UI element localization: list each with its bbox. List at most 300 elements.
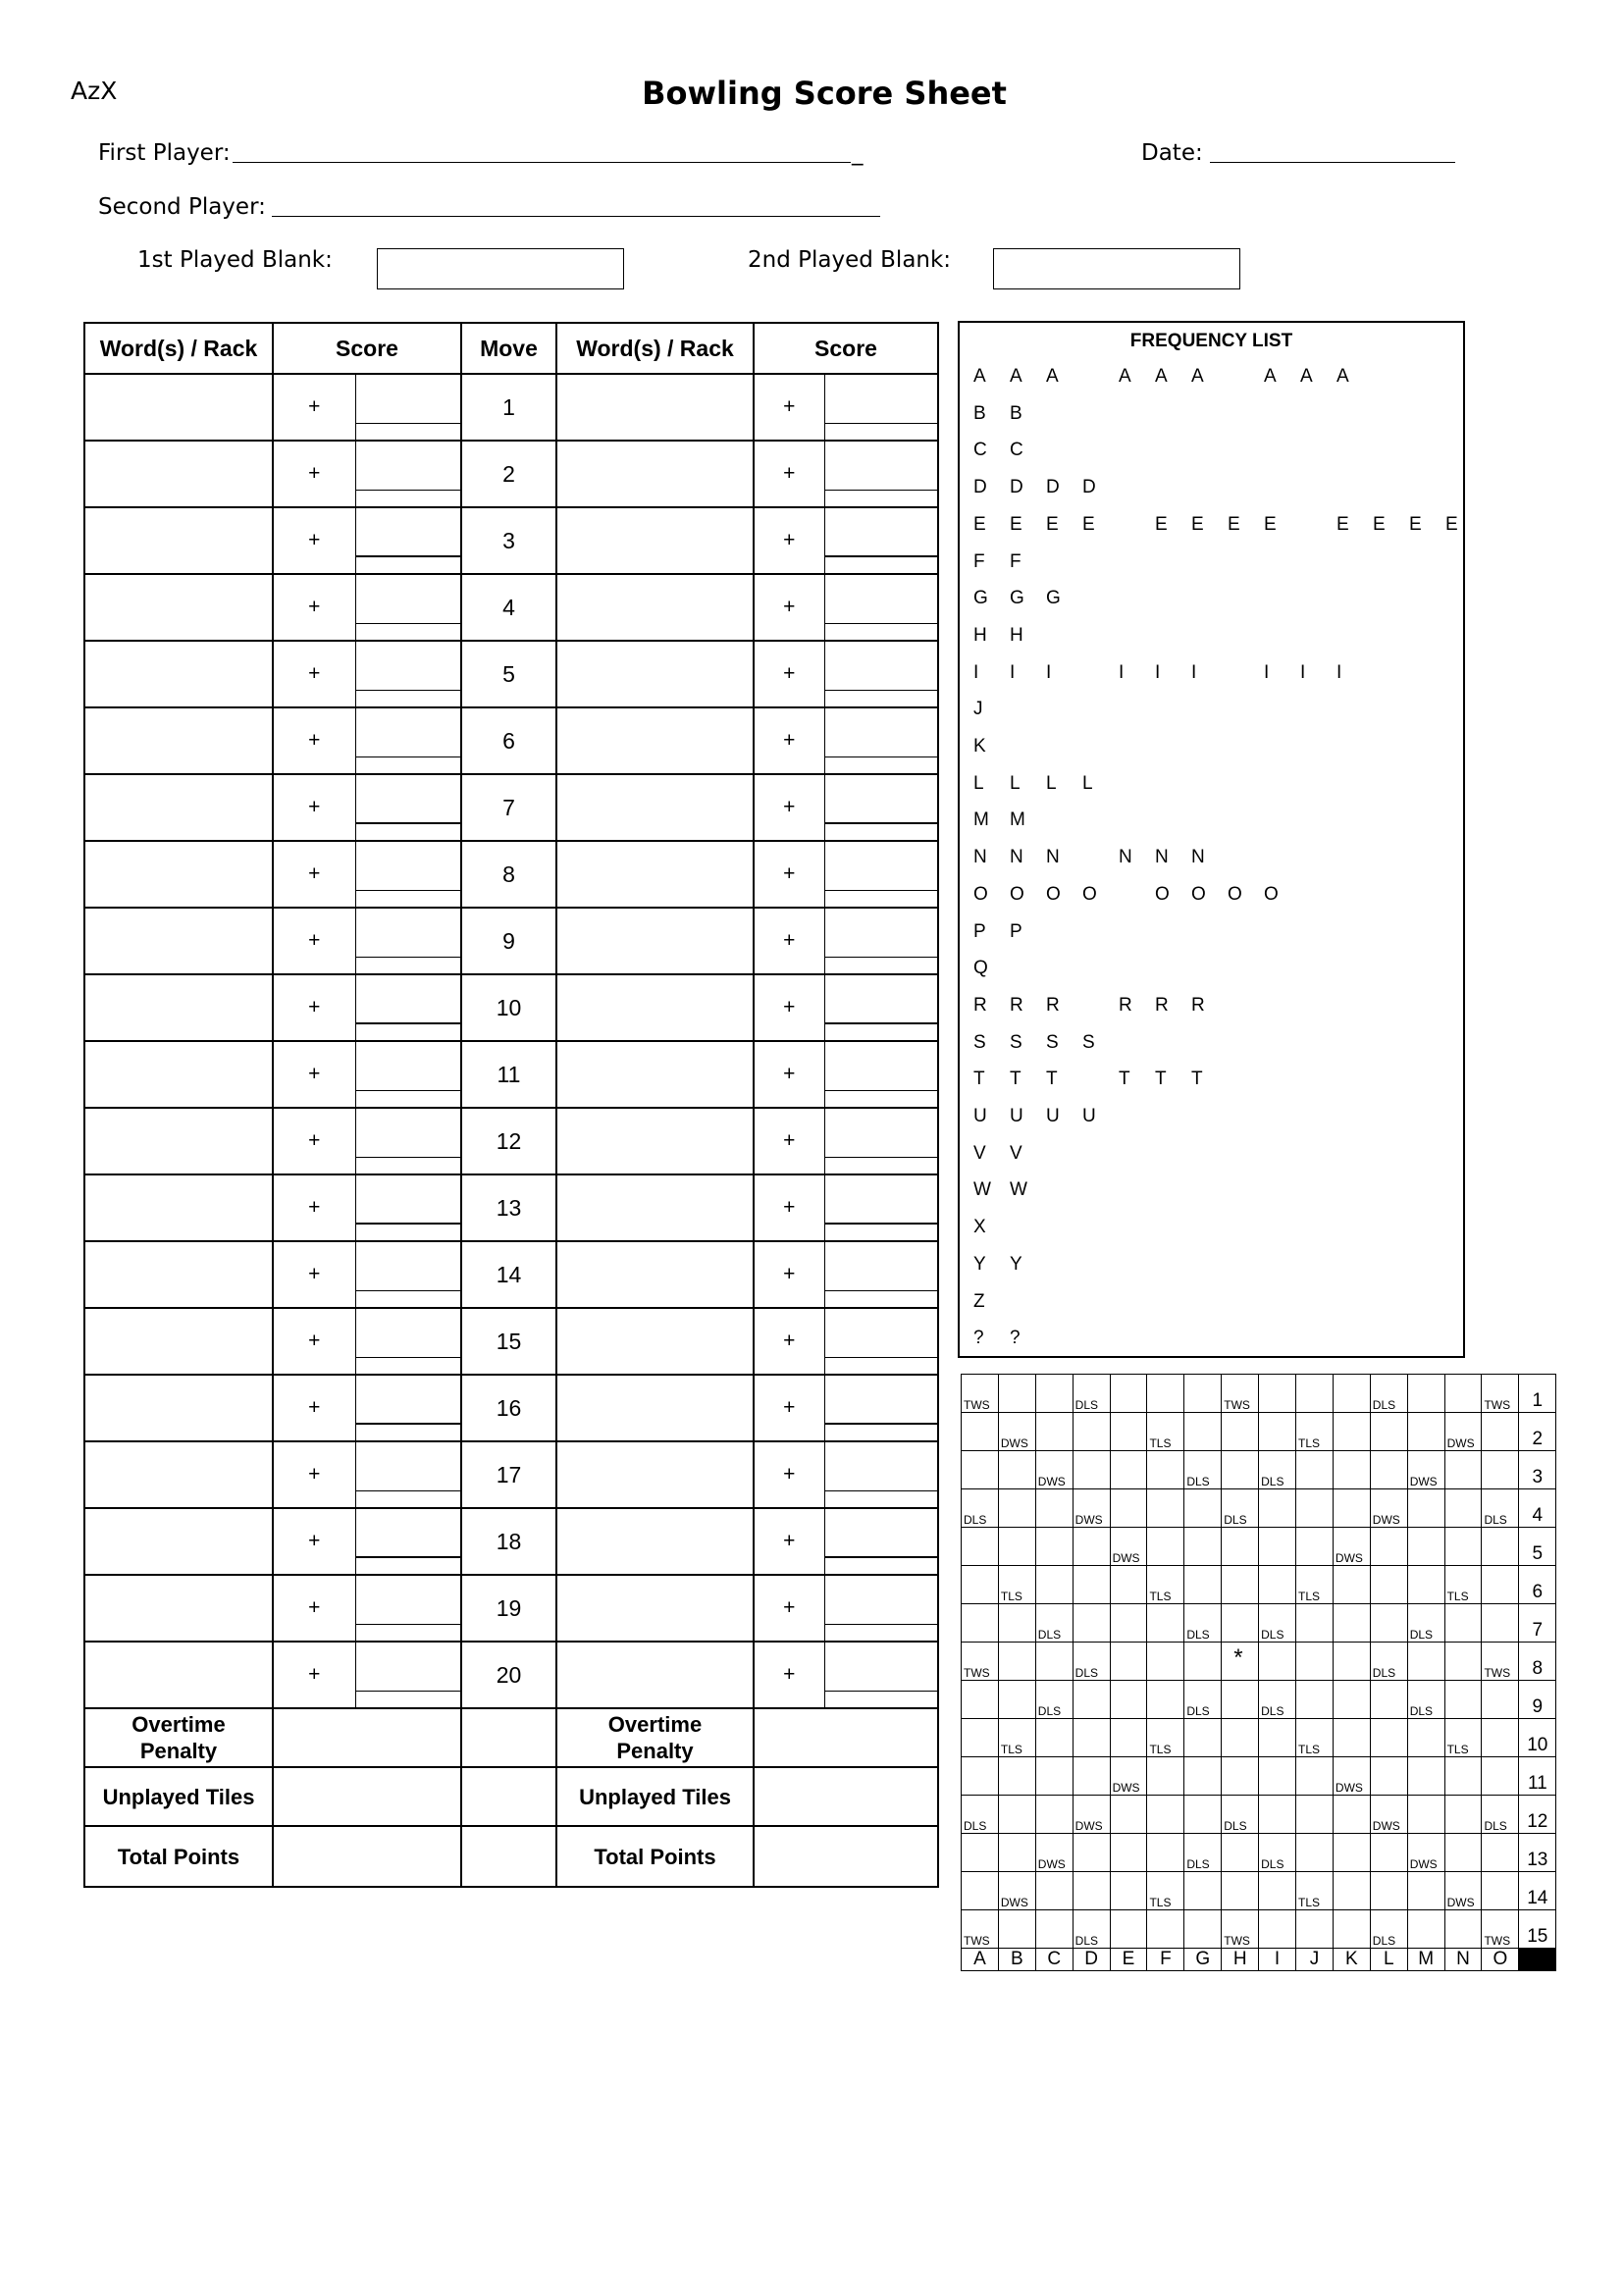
board-square[interactable] [1296,1796,1334,1834]
score-cell-2[interactable] [824,908,938,974]
board-square[interactable] [962,1528,999,1566]
board-square[interactable] [1333,1489,1370,1528]
board-square[interactable] [1296,1834,1334,1872]
board-square[interactable] [1184,1489,1222,1528]
board-square[interactable] [1333,1375,1370,1413]
words-cell-2[interactable] [556,908,754,974]
words-cell-2[interactable] [556,574,754,641]
words-cell-2[interactable] [556,507,754,574]
board-square[interactable] [1407,1643,1444,1681]
board-square[interactable] [1407,1719,1444,1757]
score-subtotal-1[interactable] [356,458,461,491]
score-cell-1[interactable] [355,574,461,641]
board-square[interactable] [998,1604,1035,1643]
board-square[interactable] [1296,1872,1334,1910]
board-square[interactable] [1444,1566,1482,1604]
board-square[interactable] [1073,1528,1110,1566]
board-square[interactable] [1370,1643,1407,1681]
board-square[interactable] [1110,1413,1147,1451]
board-square[interactable] [1370,1489,1407,1528]
score-cell-1[interactable] [355,1108,461,1174]
board-square[interactable] [1482,1643,1519,1681]
board-square[interactable] [1370,1796,1407,1834]
words-cell-2[interactable] [556,1308,754,1375]
score-cell-1[interactable] [355,507,461,574]
board-square[interactable] [1147,1872,1184,1910]
board-square[interactable] [1482,1719,1519,1757]
board-square[interactable] [1073,1375,1110,1413]
words-cell-1[interactable] [84,1108,273,1174]
score-subtotal-2[interactable] [825,1191,938,1225]
board-square[interactable] [1110,1719,1147,1757]
words-cell-1[interactable] [84,1375,273,1441]
words-cell-2[interactable] [556,1108,754,1174]
board-square[interactable] [1259,1796,1296,1834]
board-square[interactable] [1482,1604,1519,1643]
board-square[interactable] [998,1681,1035,1719]
board-square[interactable] [1296,1451,1334,1489]
board-square[interactable] [1444,1796,1482,1834]
score-cell-2[interactable] [824,574,938,641]
score-cell-1[interactable] [355,1241,461,1308]
board-square[interactable] [1035,1719,1073,1757]
board-square[interactable] [962,1872,999,1910]
board-square[interactable] [1296,1566,1334,1604]
board-square[interactable] [1407,1413,1444,1451]
board-square[interactable] [1296,1413,1334,1451]
board-square[interactable] [1259,1910,1296,1949]
words-cell-1[interactable] [84,374,273,441]
board-square[interactable] [1444,1489,1482,1528]
board-square[interactable] [1259,1604,1296,1643]
words-cell-2[interactable] [556,1441,754,1508]
board-square[interactable] [1482,1910,1519,1949]
date-field[interactable] [1210,162,1455,163]
board-square[interactable] [1222,1375,1259,1413]
board-square[interactable] [1184,1528,1222,1566]
words-cell-1[interactable] [84,441,273,507]
board-square[interactable] [1482,1528,1519,1566]
board-square[interactable] [1296,1719,1334,1757]
board-square[interactable] [1073,1681,1110,1719]
board-square[interactable] [1444,1719,1482,1757]
board-square[interactable] [1184,1910,1222,1949]
board-square[interactable] [1147,1757,1184,1796]
board-square[interactable] [1333,1796,1370,1834]
words-cell-2[interactable] [556,1642,754,1708]
board-square[interactable] [1482,1451,1519,1489]
board-square[interactable] [998,1910,1035,1949]
score-subtotal-2[interactable] [825,1525,938,1558]
board-square[interactable] [1407,1566,1444,1604]
board-square[interactable] [1110,1757,1147,1796]
board-square[interactable] [1333,1834,1370,1872]
board-square[interactable] [1110,1604,1147,1643]
words-cell-1[interactable] [84,1508,273,1575]
board-square[interactable] [1259,1451,1296,1489]
words-cell-1[interactable] [84,774,273,841]
board-square[interactable] [1407,1375,1444,1413]
score-cell-2[interactable] [824,1308,938,1375]
score-cell-2[interactable] [824,707,938,774]
score-cell-1[interactable] [355,1642,461,1708]
board-square[interactable] [1333,1451,1370,1489]
board-square[interactable] [962,1604,999,1643]
score-cell-2[interactable] [824,1174,938,1241]
board-square[interactable] [1110,1528,1147,1566]
board-square[interactable] [1333,1643,1370,1681]
board-square[interactable] [1222,1796,1259,1834]
board-square[interactable] [1333,1566,1370,1604]
board-square[interactable] [1073,1872,1110,1910]
score-subtotal-2[interactable] [825,791,938,824]
score-subtotal-1[interactable] [356,1059,461,1091]
board-square[interactable] [1333,1604,1370,1643]
board-square[interactable] [1147,1681,1184,1719]
board-square[interactable] [1370,1834,1407,1872]
score-subtotal-1[interactable] [356,1459,461,1491]
words-cell-1[interactable] [84,1441,273,1508]
board-square[interactable] [1035,1910,1073,1949]
total-value-1[interactable] [273,1826,461,1887]
board-square[interactable] [1147,1413,1184,1451]
board-square[interactable] [1370,1413,1407,1451]
board-square[interactable] [1370,1757,1407,1796]
board-square[interactable] [1333,1528,1370,1566]
score-subtotal-2[interactable] [825,1391,938,1425]
board-square[interactable] [1147,1566,1184,1604]
board-square[interactable] [1222,1872,1259,1910]
score-cell-1[interactable] [355,641,461,707]
board-square[interactable] [1035,1681,1073,1719]
words-cell-2[interactable] [556,441,754,507]
board-square[interactable] [1147,1834,1184,1872]
words-cell-2[interactable] [556,707,754,774]
score-subtotal-1[interactable] [356,1259,461,1291]
score-subtotal-1[interactable] [356,592,461,624]
board-square[interactable] [1184,1681,1222,1719]
words-cell-2[interactable] [556,1508,754,1575]
board-square[interactable] [1147,1489,1184,1528]
score-subtotal-2[interactable] [825,1125,938,1158]
board-square[interactable] [1110,1375,1147,1413]
score-subtotal-1[interactable] [356,991,461,1024]
score-cell-2[interactable] [824,974,938,1041]
board-square[interactable] [962,1489,999,1528]
board-square[interactable] [1259,1872,1296,1910]
board-square[interactable] [1444,1910,1482,1949]
board-square[interactable] [1333,1719,1370,1757]
score-subtotal-2[interactable] [825,1059,938,1091]
board-square[interactable] [1035,1489,1073,1528]
board-square[interactable] [1482,1375,1519,1413]
board-square[interactable] [1110,1566,1147,1604]
second-player-field[interactable] [272,216,880,217]
board-square[interactable] [1073,1757,1110,1796]
score-cell-2[interactable] [824,1375,938,1441]
board-square[interactable] [1407,1910,1444,1949]
board-square[interactable] [1296,1757,1334,1796]
score-subtotal-1[interactable] [356,658,461,691]
overtime-value-2[interactable] [754,1708,938,1767]
score-subtotal-1[interactable] [356,1191,461,1225]
board-square[interactable] [998,1872,1035,1910]
score-cell-1[interactable] [355,1041,461,1108]
board-square[interactable] [1444,1604,1482,1643]
board-square[interactable] [962,1719,999,1757]
board-square[interactable] [1073,1643,1110,1681]
board-square[interactable] [1147,1451,1184,1489]
words-cell-2[interactable] [556,974,754,1041]
board-square[interactable] [1035,1413,1073,1451]
board-square[interactable] [1035,1796,1073,1834]
board-square[interactable] [998,1413,1035,1451]
board-square[interactable] [1333,1413,1370,1451]
board-square[interactable] [1110,1489,1147,1528]
score-subtotal-2[interactable] [825,991,938,1024]
score-cell-1[interactable] [355,1575,461,1642]
board-square[interactable] [1222,1489,1259,1528]
score-subtotal-2[interactable] [825,1459,938,1491]
unplayed-value-2[interactable] [754,1767,938,1826]
score-subtotal-2[interactable] [825,1659,938,1692]
board-square[interactable] [1035,1375,1073,1413]
board-square[interactable] [1370,1872,1407,1910]
board-square[interactable] [1259,1566,1296,1604]
board-square[interactable] [1222,1643,1259,1681]
words-cell-1[interactable] [84,841,273,908]
score-subtotal-2[interactable] [825,458,938,491]
board-square[interactable] [1333,1872,1370,1910]
board-square[interactable] [1444,1528,1482,1566]
words-cell-2[interactable] [556,1041,754,1108]
board-square[interactable] [962,1834,999,1872]
board-square[interactable] [1296,1910,1334,1949]
board-square[interactable] [1259,1681,1296,1719]
words-cell-1[interactable] [84,1575,273,1642]
board-square[interactable] [1333,1757,1370,1796]
board-square[interactable] [1184,1757,1222,1796]
board-square[interactable] [1259,1489,1296,1528]
board-square[interactable] [1333,1681,1370,1719]
score-subtotal-2[interactable] [825,592,938,624]
first-blank-box[interactable] [377,248,624,289]
board-square[interactable] [962,1910,999,1949]
score-cell-2[interactable] [824,641,938,707]
board-square[interactable] [1482,1566,1519,1604]
board-square[interactable] [1035,1528,1073,1566]
board-square[interactable] [1444,1834,1482,1872]
board-square[interactable] [1035,1757,1073,1796]
score-subtotal-2[interactable] [825,925,938,958]
board-square[interactable] [1110,1451,1147,1489]
board-square[interactable] [1035,1872,1073,1910]
board-square[interactable] [1147,1910,1184,1949]
words-cell-1[interactable] [84,1308,273,1375]
board-square[interactable] [1222,1681,1259,1719]
board-square[interactable] [1370,1910,1407,1949]
board-square[interactable] [1073,1910,1110,1949]
board-square[interactable] [1259,1643,1296,1681]
words-cell-1[interactable] [84,707,273,774]
board-square[interactable] [1407,1796,1444,1834]
board-square[interactable] [962,1375,999,1413]
board-square[interactable] [1259,1757,1296,1796]
board-square[interactable] [1370,1681,1407,1719]
words-cell-1[interactable] [84,574,273,641]
board-square[interactable] [1073,1604,1110,1643]
board-square[interactable] [1035,1604,1073,1643]
score-subtotal-1[interactable] [356,725,461,757]
words-cell-2[interactable] [556,1375,754,1441]
board-square[interactable] [1147,1796,1184,1834]
board-square[interactable] [962,1681,999,1719]
board-square[interactable] [1259,1413,1296,1451]
board-square[interactable] [1296,1489,1334,1528]
board-square[interactable] [998,1451,1035,1489]
score-cell-2[interactable] [824,374,938,441]
board-square[interactable] [1147,1604,1184,1643]
board-square[interactable] [1073,1834,1110,1872]
board-square[interactable] [1073,1489,1110,1528]
board-square[interactable] [1110,1681,1147,1719]
score-cell-2[interactable] [824,1508,938,1575]
board-square[interactable] [1407,1604,1444,1643]
score-subtotal-1[interactable] [356,1592,461,1625]
board-square[interactable] [1370,1719,1407,1757]
words-cell-2[interactable] [556,1241,754,1308]
board-square[interactable] [1370,1528,1407,1566]
words-cell-2[interactable] [556,1174,754,1241]
board-square[interactable] [1222,1528,1259,1566]
board-square[interactable] [998,1719,1035,1757]
board-square[interactable] [1184,1719,1222,1757]
board-square[interactable] [1184,1604,1222,1643]
score-subtotal-1[interactable] [356,859,461,891]
board-square[interactable] [1407,1451,1444,1489]
score-subtotal-2[interactable] [825,524,938,557]
board-square[interactable] [1370,1566,1407,1604]
board-square[interactable] [1296,1681,1334,1719]
board-square[interactable] [998,1375,1035,1413]
score-cell-1[interactable] [355,707,461,774]
board-square[interactable] [1444,1643,1482,1681]
board-square[interactable] [1407,1834,1444,1872]
board-square[interactable] [1184,1566,1222,1604]
words-cell-1[interactable] [84,974,273,1041]
board-square[interactable] [1259,1528,1296,1566]
board-square[interactable] [1222,1413,1259,1451]
words-cell-1[interactable] [84,1041,273,1108]
board-square[interactable] [1296,1375,1334,1413]
board-square[interactable] [1444,1451,1482,1489]
score-cell-2[interactable] [824,1041,938,1108]
board-square[interactable] [998,1489,1035,1528]
board-square[interactable] [1184,1643,1222,1681]
board-square[interactable] [1073,1413,1110,1451]
total-value-2[interactable] [754,1826,938,1887]
board-square[interactable] [1407,1528,1444,1566]
score-cell-1[interactable] [355,441,461,507]
words-cell-1[interactable] [84,1241,273,1308]
unplayed-value-1[interactable] [273,1767,461,1826]
board-square[interactable] [962,1796,999,1834]
board-square[interactable] [1035,1451,1073,1489]
board-square[interactable] [1184,1834,1222,1872]
score-cell-2[interactable] [824,1241,938,1308]
board-square[interactable] [1184,1796,1222,1834]
words-cell-1[interactable] [84,1174,273,1241]
board-square[interactable] [1035,1643,1073,1681]
board-square[interactable] [1110,1796,1147,1834]
board-square[interactable] [1444,1375,1482,1413]
board-square[interactable] [962,1413,999,1451]
board-square[interactable] [1073,1719,1110,1757]
score-cell-1[interactable] [355,841,461,908]
board-square[interactable] [1147,1719,1184,1757]
board-square[interactable] [962,1566,999,1604]
board-square[interactable] [1407,1757,1444,1796]
words-cell-2[interactable] [556,1575,754,1642]
score-subtotal-2[interactable] [825,1326,938,1358]
board-square[interactable] [1073,1796,1110,1834]
score-subtotal-1[interactable] [356,1326,461,1358]
score-cell-1[interactable] [355,774,461,841]
board-square[interactable] [1222,1566,1259,1604]
score-cell-1[interactable] [355,974,461,1041]
board-square[interactable] [1482,1757,1519,1796]
board-square[interactable] [1444,1681,1482,1719]
score-cell-1[interactable] [355,1308,461,1375]
board-square[interactable] [998,1796,1035,1834]
score-cell-2[interactable] [824,507,938,574]
score-subtotal-1[interactable] [356,1125,461,1158]
board-square[interactable] [1482,1872,1519,1910]
board-square[interactable] [1333,1910,1370,1949]
score-subtotal-2[interactable] [825,658,938,691]
board-square[interactable] [1444,1757,1482,1796]
score-cell-2[interactable] [824,1441,938,1508]
words-cell-1[interactable] [84,641,273,707]
score-subtotal-1[interactable] [356,1391,461,1425]
words-cell-1[interactable] [84,507,273,574]
board-square[interactable] [1222,1719,1259,1757]
board-square[interactable] [1259,1375,1296,1413]
score-cell-1[interactable] [355,1441,461,1508]
words-cell-1[interactable] [84,908,273,974]
board-square[interactable] [1035,1566,1073,1604]
score-subtotal-1[interactable] [356,925,461,958]
board-square[interactable] [1370,1604,1407,1643]
score-cell-2[interactable] [824,841,938,908]
first-player-field[interactable] [233,162,851,163]
board-square[interactable] [1073,1451,1110,1489]
board-square[interactable] [1035,1834,1073,1872]
words-cell-2[interactable] [556,374,754,441]
score-cell-1[interactable] [355,1508,461,1575]
board-square[interactable] [1259,1834,1296,1872]
board-square[interactable] [1147,1375,1184,1413]
board-square[interactable] [1110,1872,1147,1910]
board-square[interactable] [1444,1413,1482,1451]
board-square[interactable] [1407,1489,1444,1528]
score-subtotal-1[interactable] [356,1525,461,1558]
score-cell-2[interactable] [824,1575,938,1642]
board-square[interactable] [1370,1451,1407,1489]
board-square[interactable] [1110,1910,1147,1949]
score-cell-2[interactable] [824,1108,938,1174]
board-square[interactable] [1259,1719,1296,1757]
